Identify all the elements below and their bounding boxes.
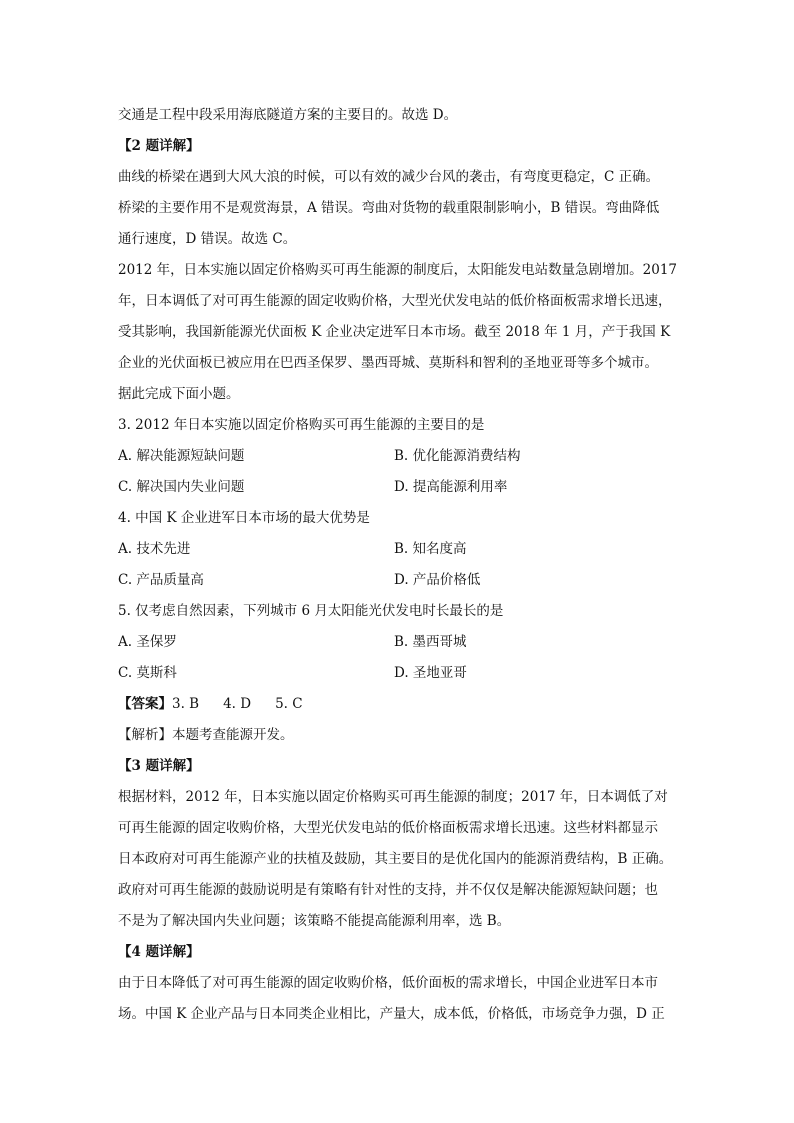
question-3-options-row-1 [118,441,678,472]
question-3-option-a: A. 解决能源短缺问题 [118,448,245,464]
question-5-options-row-2 [118,658,678,689]
question-5-option-c: C. 莫斯科 [118,665,177,681]
question-4-stem: 4. 中国 K 企业进军日本市场的最大优势是 [118,510,370,526]
question-5-option-a: A. 圣保罗 [118,634,177,650]
material-line: 2012 年，日本实施以固定价格购买可再生能源的制度后，太阳能发电站数量急剧增加。2017 [118,262,678,278]
material-line: 据此完成下面小题。 [118,386,240,402]
q3-line: 根据材料，2012 年，日本实施以固定价格购买可再生能源的制度；2017 年，日本调低了对 [118,789,668,805]
question-4-option-a: A. 技术先进 [118,541,191,557]
question-3-options-row-2 [118,472,678,503]
material-line: 企业的光伏面板已被应用在巴西圣保罗、墨西哥城、莫斯科和智利的圣地亚哥等多个城市。 [118,355,658,371]
q3-line: 日本政府对可再生能源产业的扶植及鼓励，其主要目的是优化国内的能源消费结构，B 正确。 [118,851,673,867]
answer-item: 3. B [172,696,200,712]
q2-line: 曲线的桥梁在遇到大风大浪的时候，可以有效的减少台风的袭击，有弯度更稳定，C 正确。 [118,169,660,185]
question-3-option-d: D. 提高能源利用率 [394,479,508,495]
question-3-option-b: B. 优化能源消费结构 [394,448,521,464]
q2-line: 通行速度，D 错误。故选 C。 [118,231,297,247]
q3-heading: 【3 题详解】 [118,758,200,774]
question-4-options-row-2 [118,565,678,596]
answer-row [118,689,678,720]
question-4-options-row-1 [118,534,678,565]
q2-heading: 【2 题详解】 [118,138,200,154]
analysis-line: 【解析】本题考查能源开发。 [118,727,294,743]
question-3-option-c: C. 解决国内失业问题 [118,479,245,495]
question-4-option-d: D. 产品价格低 [394,572,481,588]
q3-line: 不是为了解决国内失业问题；该策略不能提高能源利用率，选 B。 [118,913,511,929]
question-4-option-c: C. 产品质量高 [118,572,204,588]
question-5-options-row-1 [118,627,678,658]
question-5-option-d: D. 圣地亚哥 [394,665,467,681]
q4-heading: 【4 题详解】 [118,944,200,960]
q2-line: 桥梁的主要作用不是观赏海景，A 错误。弯曲对货物的载重限制影响小，B 错误。弯曲降低 [118,200,660,216]
question-4-option-b: B. 知名度高 [394,541,467,557]
q4-line: 场。中国 K 企业产品与日本同类企业相比，产量大，成本低，价格低，市场竞争力强，D 正 [118,1006,665,1022]
answer-label: 【答案】 [118,696,172,712]
question-5-stem: 5. 仅考虑自然因素，下列城市 6 月太阳能光伏发电时长最长的是 [118,603,504,619]
material-line: 年，日本调低了对可再生能源的固定收购价格，大型光伏发电站的低价格面板需求增长迅速， [118,293,672,309]
answer-item: 5. C [275,696,303,712]
q3-line: 可再生能源的固定收购价格，大型光伏发电站的低价格面板需求增长迅速。这些材料都显示 [118,820,658,836]
question-5-option-b: B. 墨西哥城 [394,634,467,650]
answer-item: 4. D [223,696,252,712]
intro-tail: 交通是工程中段采用海底隧道方案的主要目的。故选 D。 [118,107,458,123]
q3-line: 政府对可再生能源的鼓励说明是有策略有针对性的支持，并不仅仅是解决能源短缺问题；也 [118,882,658,898]
material-line: 受其影响，我国新能源光伏面板 K 企业决定进军日本市场。截至 2018 年 1 月，产于我国 K [118,324,671,340]
document-body [118,100,678,1030]
q4-line: 由于日本降低了对可再生能源的固定收购价格，低价面板的需求增长，中国企业进军日本市 [118,975,658,991]
question-3-stem: 3. 2012 年日本实施以固定价格购买可再生能源的主要目的是 [118,417,485,433]
